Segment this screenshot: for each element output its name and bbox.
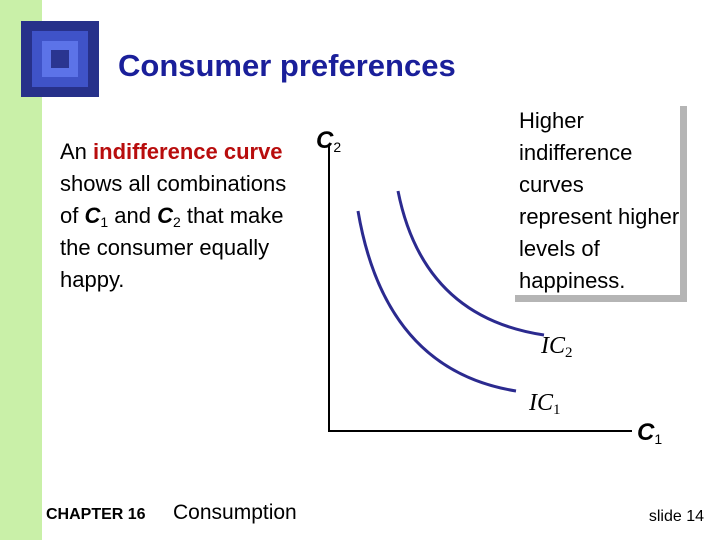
footer-section: Consumption: [173, 501, 297, 524]
desc-part2: shows all combinations of: [60, 171, 287, 228]
ic1-label: $IC_1$: [529, 390, 561, 418]
desc-part4: that make the consumer equally happy.: [60, 203, 284, 292]
footer-chapter: CHAPTER 16: [46, 506, 146, 523]
note-box: Higher indifference curves represent higher levels of happiness.: [510, 101, 680, 295]
indifference-curve-1: [358, 211, 516, 391]
x-axis-label: $C_1$: [637, 419, 663, 447]
slide-title: Consumer preferences: [118, 48, 456, 83]
desc-var2: $C_2$: [157, 203, 181, 230]
desc-part3: and: [108, 203, 158, 228]
desc-var1: $C_1$: [84, 203, 109, 230]
slide-number: slide 14: [648, 508, 704, 525]
y-axis-label: $C_2$: [316, 127, 342, 155]
ic2-label: $IC_2$: [541, 333, 573, 361]
desc-part1: An: [60, 139, 94, 164]
desc-highlight: indifference curve: [93, 139, 283, 164]
